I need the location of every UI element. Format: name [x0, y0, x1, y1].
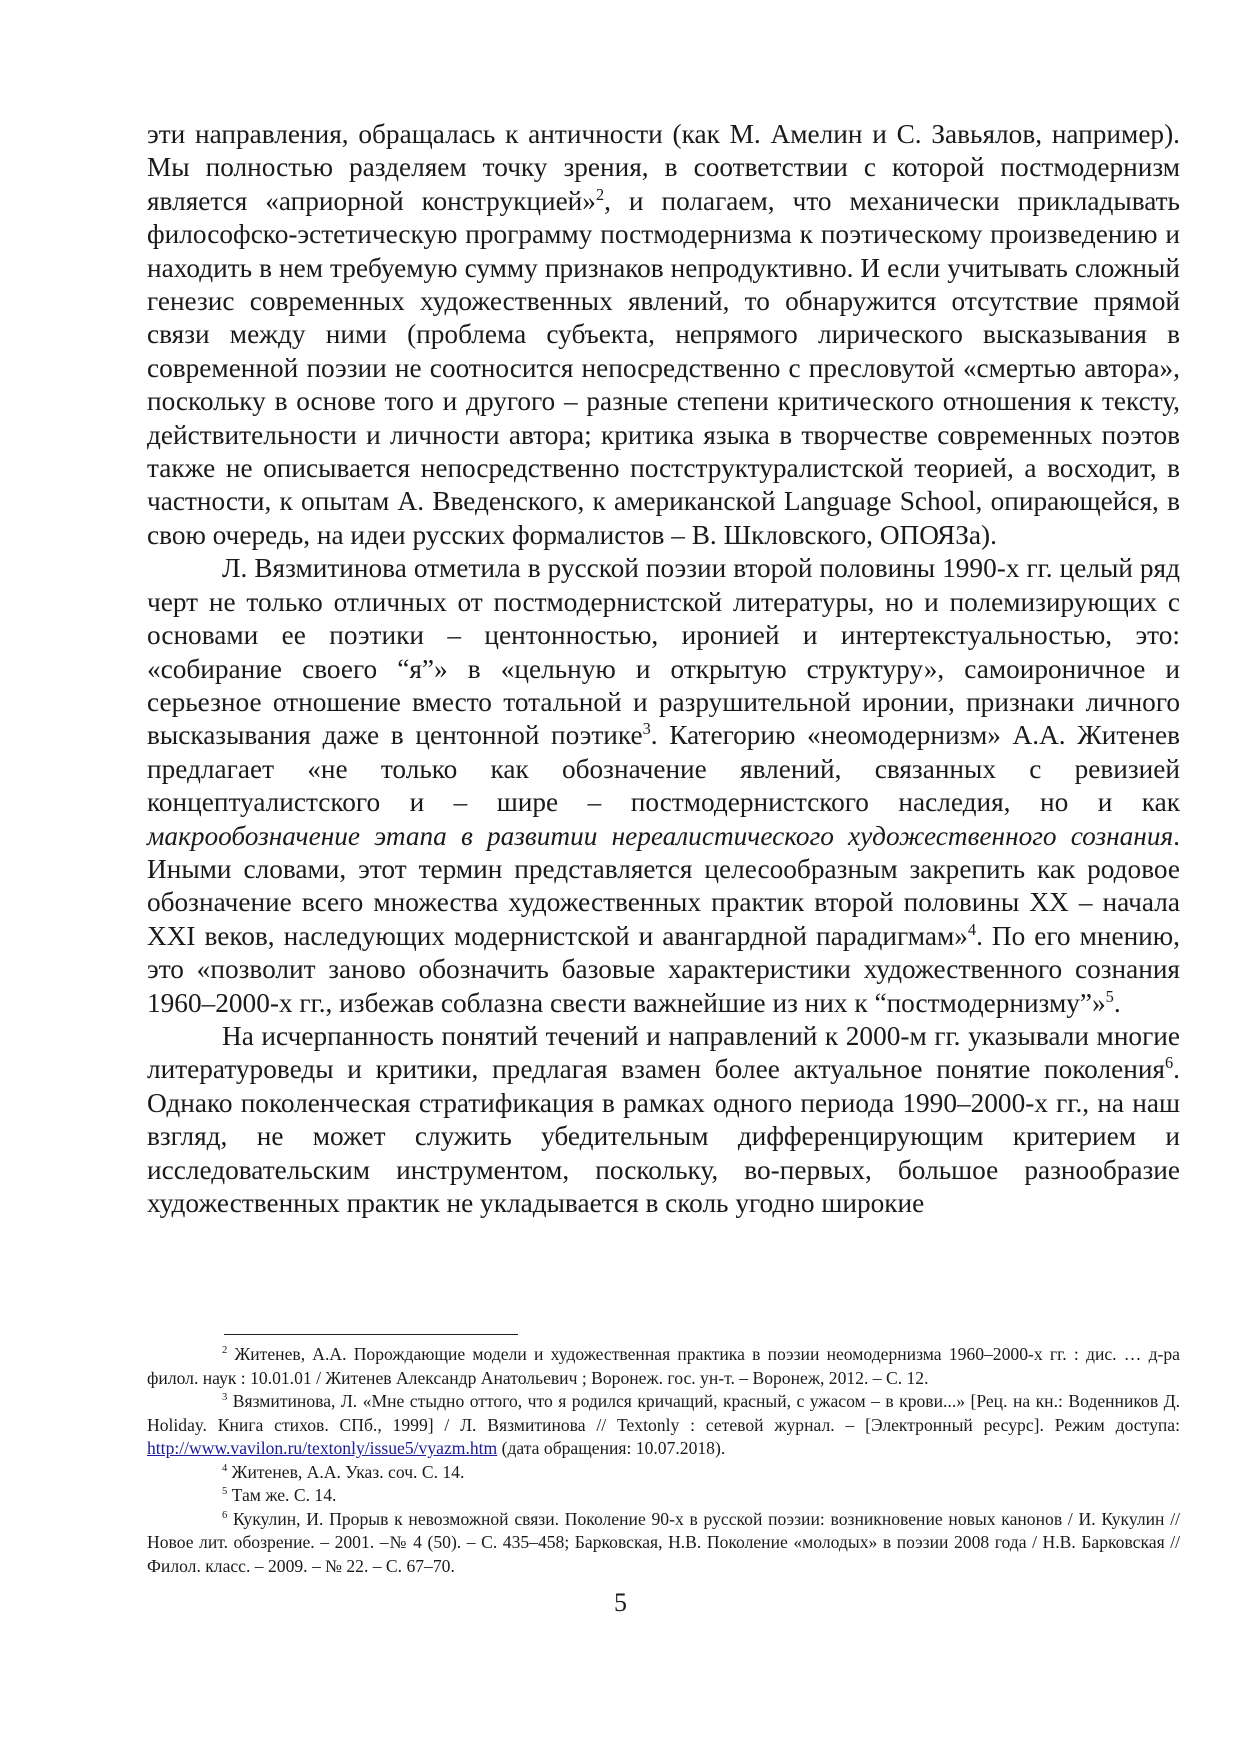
footnote-text: Вязмитинова, Л. «Мне стыдно оттого, что я родился кричащий, красный, с ужасом – в крови...» [Рец. на кн.: Воденников Д. Holiday. Книга стихов. СПб., 1999] / Л. Вязмитинова // Textonly : сетевой журнал. – [Электронный ресурс]. Режим доступа: — [147, 1391, 1180, 1435]
main-text — [147, 118, 1180, 1220]
paragraph-text: . Иными словами, этот термин представляется целесообразным закрепить как родовое обозначение всего множества художественных практик второй половины XX – начала XXI веков, наследующих модернистской и авангардной парадигмам» — [147, 820, 1180, 951]
footnote-text: Житенев, А.А. Порождающие модели и художественная практика в поэзии неомодернизма 1960–2000-х гг. : дис. … д-ра филол. наук : 10.01.01 / Житенев Александр Анатольевич ; Воронеж. гос. ун-т. – Воронеж, 2012. – С. 12. — [147, 1344, 1180, 1388]
paragraph-text: , и полагаем, что механически прикладывать философско-эстетическую программу постмодернизма к поэтическому произведению и находить в нем требуемую сумму признаков непродуктивно. И если учитывать сложный генезис современных художественных явлений, то обнаружится отсутствие прямой связи между ними (проблема субъекта, непрямого лирического высказывания в современной поэзии не соотносится непосредственно с пресловутой «смертью автора», поскольку в основе того и другого – разные степени критического отношения к тексту, действительности и личности автора; критика языка в творчестве современных поэтов также не описывается непосредственно постструктуралистской теорией, а восходит, в частности, к опытам А. Введенского, к американской Language School, опирающейся, в свою очередь, на идеи русских формалистов – В. Шкловского, ОПОЯЗа). — [147, 185, 1181, 550]
page-number: 5 — [614, 1588, 627, 1617]
footnote-ref[interactable]: 2 — [595, 184, 605, 204]
footnote-text: Житенев, А.А. Указ. соч. С. 14. — [227, 1461, 465, 1482]
footnote-separator — [224, 1334, 518, 1335]
footnote-text: Там же. С. 14. — [227, 1485, 337, 1505]
footnote-6 — [147, 1508, 1180, 1579]
italic-quote: макрообозначение этапа в развитии нереалистического художественного сознания — [147, 820, 1174, 851]
footnote-ref[interactable]: 4 — [967, 919, 977, 939]
footnote-number: 3 — [222, 1392, 228, 1404]
footnote-5 — [147, 1484, 1180, 1508]
footnote-3 — [147, 1390, 1180, 1461]
paragraph-text: Л. Вязмитинова отметила в русской поэзии второй половины 1990-х гг. целый ряд черт не только отличных от постмодернистской литературы, но и полемизирующих с основами ее поэтики – центонностью, иронией и интертекстуальностью, это: «собирание своего “я”» в «цельную и открытую структуру», самоироничное и серьезное отношение вместо тотальной и разрушительной иронии, признаки личного высказывания даже в центонной поэтике — [147, 553, 1180, 751]
paragraph-text: На исчерпанность понятий течений и направлений к 2000-м гг. указывали многие литературоведы и критики, предлагая взамен более актуальное понятие поколения — [147, 1020, 1180, 1085]
footnote-4 — [147, 1461, 1180, 1485]
paragraph-1 — [147, 118, 1180, 552]
paragraph-text: . — [1113, 987, 1121, 1018]
footnotes — [147, 1343, 1180, 1578]
footnote-link[interactable]: http://www.vavilon.ru/textonly/issue5/vyazm.htm — [147, 1438, 498, 1458]
paragraph-text: эти направления, обращалась к античности (как М. Амелин и С. Завьялов, например). Мы полностью разделяем точку зрения, в соответствии с которой постмодернизм является «априорной конструкцией» — [147, 119, 1180, 216]
paragraph-text: . Категорию «неомодернизм» А.А. Житенев предлагает «не только как обозначение явлений, связанных с ревизией концептуалистского и – шире – постмодернистского наследия, но и как — [147, 720, 1181, 818]
paragraph-text: . По его мнению, это «позволит заново обозначить базовые характеристики художественного сознания 1960–2000-х гг., избежав соблазна свести важнейшие из них к “постмодернизму”» — [147, 920, 1180, 1018]
footnote-ref[interactable]: 3 — [642, 719, 651, 739]
footnote-number: 4 — [222, 1462, 228, 1474]
paragraph-2 — [147, 552, 1180, 1020]
paragraph-text: . Однако поколенческая стратификация в рамках одного периода 1990–2000-х гг., на наш взгляд, не может служить убедительным дифференцирующим критерием и исследовательским инструментом, поскольку, во-первых, большое разнообразие художественных практик не укладывается в сколь угодно широкие — [147, 1054, 1180, 1218]
footnote-ref[interactable]: 6 — [1164, 1053, 1174, 1073]
footnote-number: 2 — [222, 1345, 228, 1357]
footnote-ref[interactable]: 5 — [1105, 986, 1114, 1006]
footnote-number: 5 — [222, 1486, 228, 1498]
footnote-2 — [147, 1343, 1180, 1390]
footnote-text: (дата обращения: 10.07.2018). — [497, 1438, 726, 1458]
footnote-text: Кукулин, И. Прорыв к невозможной связи. Поколение 90-х в русской поэзии: возникновение новых канонов / И. Кукулин // Новое лит. обозрение. – 2001. –№ 4 (50). – С. 435–458; Барковская, Н.В. Поколение «молодых» в поэзии 2008 года / Н.В. Барковская // Филол. класс. – 2009. – № 22. – С. 67–70. — [147, 1508, 1180, 1576]
paragraph-3 — [147, 1020, 1180, 1220]
footnote-number: 6 — [222, 1509, 228, 1521]
